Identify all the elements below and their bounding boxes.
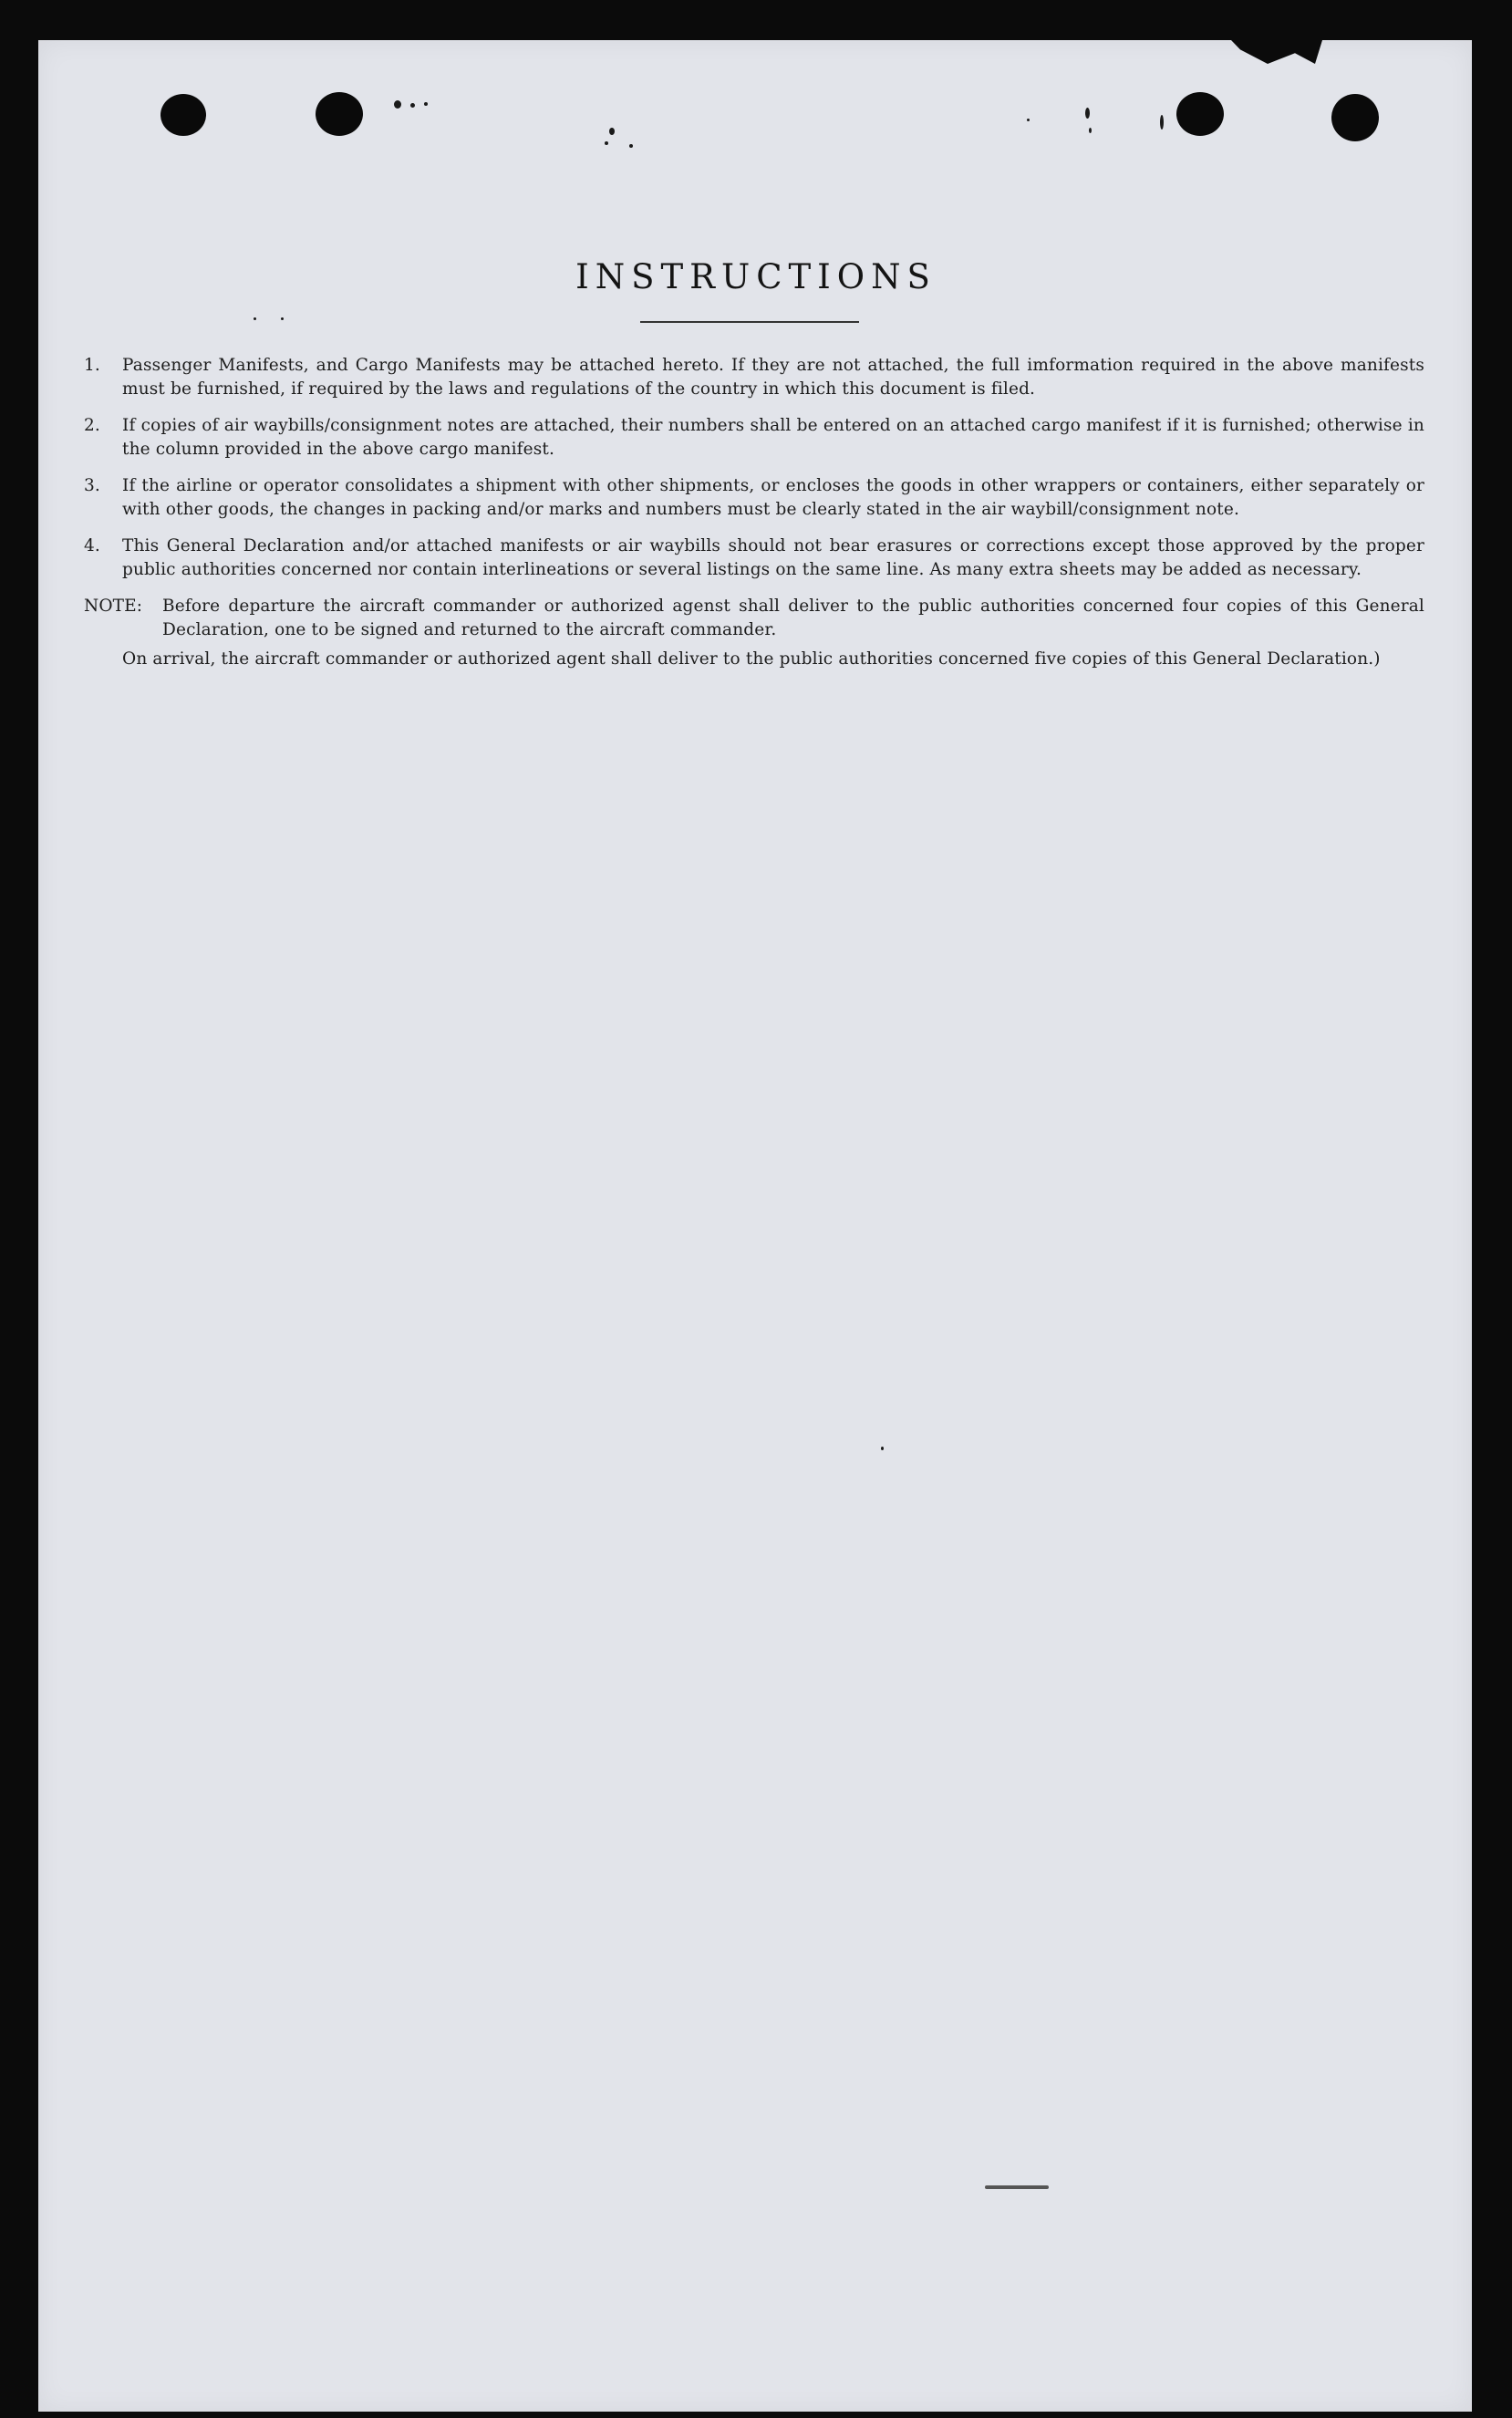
instruction-number: 3.	[84, 476, 100, 495]
instructions-list	[84, 354, 1424, 671]
speck	[629, 144, 633, 148]
punch-hole	[1176, 92, 1224, 136]
speck	[985, 2185, 1049, 2189]
speck	[1027, 119, 1030, 121]
show-through-mark	[629, 1614, 647, 1656]
instruction-text: Passenger Manifests, and Cargo Manifests may be attached hereto. If they are not attached, the full imformation required in the above manifests must be furnished, if required by the laws and regulations of the country in which this document is filed.	[122, 356, 1424, 399]
instruction-item	[84, 474, 1424, 522]
page-title: INSTRUCTIONS	[575, 257, 937, 296]
punch-hole	[1331, 94, 1379, 141]
speck	[605, 141, 608, 145]
note-arrival-text: On arrival, the aircraft commander or authorized agent shall deliver to the public authorities concerned five copies of this General Declaration.)	[122, 649, 1381, 669]
show-through-mark	[657, 73, 674, 115]
instruction-number: 1.	[84, 356, 100, 375]
instruction-text: If copies of air waybills/consignment notes are attached, their numbers shall be entered on an attached cargo manifest if it is furnished; otherwise in the column provided in the above cargo manifest.	[122, 416, 1424, 459]
instruction-text: This General Declaration and/or attached manifests or air waybills should not bear erasures or corrections except those approved by the proper public authorities concerned nor contain interlineations or several listings on the same line. As many extra sheets may be added as necessary.	[122, 536, 1424, 579]
speck	[1089, 128, 1092, 133]
speck	[410, 103, 415, 108]
speck	[254, 317, 256, 320]
instruction-item	[84, 534, 1424, 582]
title-underline	[640, 321, 859, 323]
speck	[609, 128, 615, 135]
instruction-text: If the airline or operator consolidates a shipment with other shipments, or encloses the goods in other wrappers or containers, either separately or with other goods, the changes in packing and/or marks and numbers must be clearly stated in the air waybill/consignment note.	[122, 476, 1424, 519]
note-text: Before departure the aircraft commander or authorized agenst shall deliver to the public authorities concerned four copies of this General Declaration, one to be signed and returned to the aircraft commander.	[162, 597, 1424, 639]
speck	[881, 1447, 884, 1450]
speck	[1160, 115, 1164, 130]
punch-hole	[161, 94, 206, 136]
speck	[424, 102, 428, 106]
note-label: NOTE:	[84, 597, 143, 616]
speck	[281, 317, 284, 320]
note-block	[84, 595, 1424, 642]
instruction-number: 4.	[84, 536, 100, 555]
instruction-item	[84, 414, 1424, 462]
instruction-number: 2.	[84, 416, 100, 435]
punch-hole	[316, 92, 363, 136]
speck	[394, 100, 401, 109]
speck	[1085, 108, 1090, 119]
instruction-item	[84, 354, 1424, 401]
